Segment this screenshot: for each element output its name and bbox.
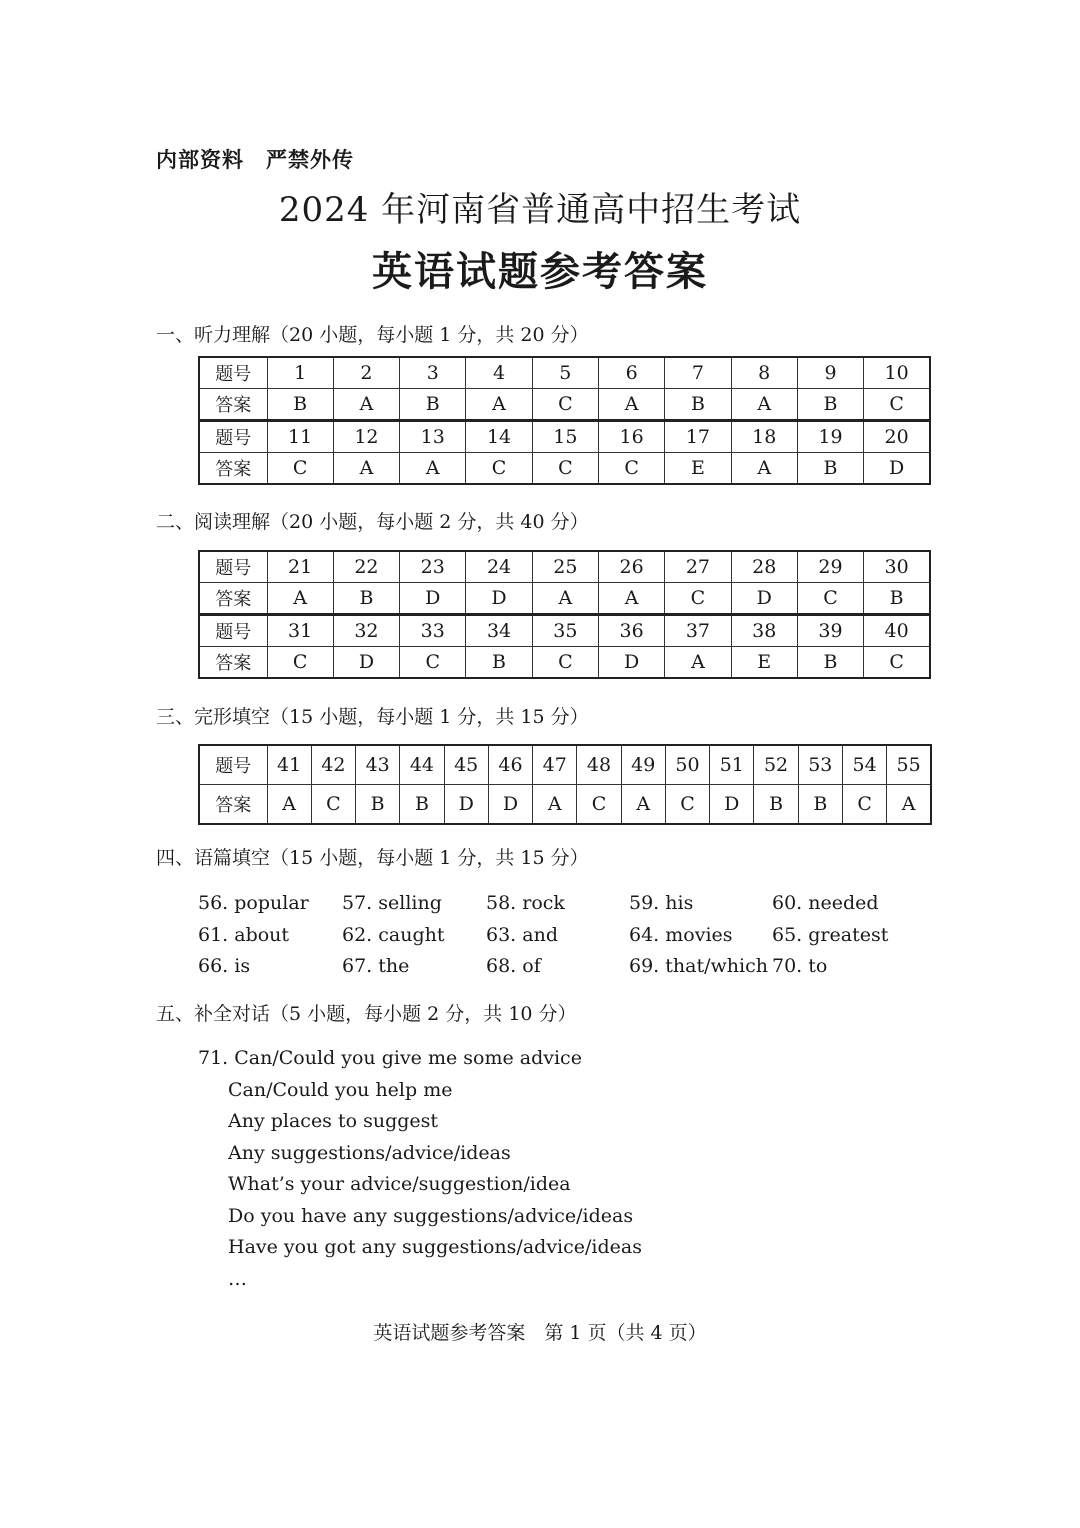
answer-cell: B <box>356 785 400 825</box>
answer-cell: C <box>598 453 664 485</box>
question-number-label: 题号 <box>199 421 267 453</box>
answer-cell: B <box>798 785 842 825</box>
reading-answer-table <box>198 550 931 679</box>
answer-cell: C <box>532 453 598 485</box>
question-number-cell: 21 <box>267 551 333 583</box>
answer-cell: B <box>754 785 798 825</box>
answer-cell: A <box>532 583 598 615</box>
question-number-cell: 1 <box>267 357 333 389</box>
question-number-cell: 52 <box>754 745 798 785</box>
dialogue-alternative-answer: Have you got any suggestions/advice/ideas <box>228 1236 642 1258</box>
question-number-cell: 53 <box>798 745 842 785</box>
question-number-cell: 12 <box>333 421 399 453</box>
answer-row <box>199 647 930 679</box>
answer-cell: A <box>333 389 399 421</box>
answer-cell: C <box>797 583 863 615</box>
question-number-cell: 14 <box>466 421 532 453</box>
fill-blank-answer: 59. his <box>629 892 694 914</box>
fill-blank-answer: 63. and <box>486 923 558 946</box>
question-number-cell: 24 <box>466 551 532 583</box>
answer-cell: A <box>665 647 731 679</box>
question-number-cell: 50 <box>665 745 709 785</box>
question-number-cell: 41 <box>267 745 311 785</box>
listening-answer-table <box>198 356 931 485</box>
fill-blank-answer: 58. rock <box>486 892 565 914</box>
question-number-label: 题号 <box>199 615 267 647</box>
question-number-cell: 42 <box>311 745 355 785</box>
question-number-cell: 25 <box>532 551 598 583</box>
answer-cell: A <box>400 453 466 485</box>
document-subtitle: 英语试题参考答案 <box>372 249 708 295</box>
answer-cell: D <box>488 785 532 825</box>
question-number-cell: 3 <box>400 357 466 389</box>
question-number-cell: 45 <box>444 745 488 785</box>
question-number-row <box>199 551 930 583</box>
question-number-cell: 17 <box>665 421 731 453</box>
answer-cell: D <box>466 583 532 615</box>
answer-label: 答案 <box>199 453 267 485</box>
answer-cell: B <box>400 785 444 825</box>
answer-cell: C <box>532 389 598 421</box>
question-number-label: 题号 <box>199 551 267 583</box>
dialogue-alternative-answer: Any places to suggest <box>228 1110 439 1132</box>
question-number-cell: 6 <box>598 357 664 389</box>
answer-cell: B <box>864 583 930 615</box>
question-number-cell: 47 <box>533 745 577 785</box>
question-number-cell: 16 <box>598 421 664 453</box>
fill-blank-answer: 69. that/which <box>629 955 768 977</box>
page-footer: 英语试题参考答案 第 1 页（共 4 页） <box>373 1322 707 1344</box>
answer-cell: B <box>400 389 466 421</box>
fill-blank-answer: 65. greatest <box>772 923 889 946</box>
answer-cell: B <box>797 389 863 421</box>
dialogue-alternative-answer: … <box>228 1267 247 1290</box>
question-number-cell: 39 <box>797 615 863 647</box>
question-number-row <box>199 745 931 785</box>
answer-cell: A <box>887 785 931 825</box>
answer-cell: A <box>466 389 532 421</box>
fill-blank-answer: 64. movies <box>629 923 733 946</box>
answer-cell: C <box>532 647 598 679</box>
answer-cell: E <box>731 647 797 679</box>
question-number-cell: 27 <box>665 551 731 583</box>
question-number-cell: 23 <box>400 551 466 583</box>
answer-row <box>199 389 930 421</box>
answer-cell: C <box>665 583 731 615</box>
question-number-cell: 51 <box>710 745 754 785</box>
question-number-cell: 38 <box>731 615 797 647</box>
question-number-cell: 31 <box>267 615 333 647</box>
answer-cell: D <box>333 647 399 679</box>
fill-blank-answer: 56. popular <box>198 892 309 914</box>
answer-cell: B <box>797 453 863 485</box>
question-number-cell: 18 <box>731 421 797 453</box>
question-number-cell: 7 <box>665 357 731 389</box>
section-5-heading: 五、补全对话（5 小题，每小题 2 分，共 10 分） <box>156 1003 577 1025</box>
exam-title: 2024 年河南省普通高中招生考试 <box>278 190 802 230</box>
question-number-cell: 26 <box>598 551 664 583</box>
answer-cell: D <box>444 785 488 825</box>
fill-blank-answer: 67. the <box>342 955 410 977</box>
question-number-cell: 37 <box>665 615 731 647</box>
question-number-cell: 30 <box>864 551 930 583</box>
cloze-answer-table <box>198 744 932 825</box>
answer-cell: A <box>598 583 664 615</box>
question-number-cell: 34 <box>466 615 532 647</box>
fill-blank-answer: 60. needed <box>772 892 879 914</box>
answer-cell: A <box>333 453 399 485</box>
question-number-row <box>199 357 930 389</box>
answer-cell: C <box>842 785 886 825</box>
question-number-cell: 33 <box>400 615 466 647</box>
fill-blank-answer: 62. caught <box>342 923 445 946</box>
question-number-cell: 54 <box>842 745 886 785</box>
question-number-cell: 20 <box>864 421 930 453</box>
answer-row <box>199 785 931 825</box>
answer-cell: A <box>267 785 311 825</box>
dialogue-alternative-answer: Do you have any suggestions/advice/ideas <box>228 1204 634 1227</box>
question-number-cell: 4 <box>466 357 532 389</box>
answer-cell: D <box>864 453 930 485</box>
answer-cell: A <box>731 389 797 421</box>
answer-cell: B <box>797 647 863 679</box>
answer-cell: A <box>267 583 333 615</box>
question-number-cell: 10 <box>864 357 930 389</box>
question-number-cell: 46 <box>488 745 532 785</box>
dialogue-question-answer: 71. Can/Could you give me some advice <box>198 1047 582 1069</box>
question-number-cell: 36 <box>598 615 664 647</box>
answer-cell: D <box>710 785 754 825</box>
question-number-row <box>199 615 930 647</box>
question-number-cell: 11 <box>267 421 333 453</box>
question-number-cell: 5 <box>532 357 598 389</box>
confidential-notice: 内部资料 严禁外传 <box>156 148 354 172</box>
question-number-cell: 48 <box>577 745 621 785</box>
answer-cell: C <box>466 453 532 485</box>
question-number-cell: 22 <box>333 551 399 583</box>
answer-cell: C <box>864 389 930 421</box>
answer-cell: A <box>621 785 665 825</box>
section-1-heading: 一、听力理解（20 小题，每小题 1 分，共 20 分） <box>156 324 589 346</box>
answer-cell: D <box>598 647 664 679</box>
answer-row <box>199 453 930 485</box>
question-number-cell: 43 <box>356 745 400 785</box>
question-number-cell: 32 <box>333 615 399 647</box>
question-number-label: 题号 <box>199 745 267 785</box>
question-number-cell: 15 <box>532 421 598 453</box>
answer-row <box>199 583 930 615</box>
answer-label: 答案 <box>199 583 267 615</box>
question-number-cell: 19 <box>797 421 863 453</box>
answer-cell: B <box>665 389 731 421</box>
answer-cell: C <box>864 647 930 679</box>
question-number-cell: 29 <box>797 551 863 583</box>
section-2-heading: 二、阅读理解（20 小题，每小题 2 分，共 40 分） <box>156 511 589 533</box>
answer-cell: C <box>577 785 621 825</box>
answer-cell: D <box>400 583 466 615</box>
answer-cell: A <box>533 785 577 825</box>
answer-cell: C <box>267 453 333 485</box>
dialogue-alternative-answer: What’s your advice/suggestion/idea <box>228 1173 571 1195</box>
question-number-cell: 55 <box>887 745 931 785</box>
answer-label: 答案 <box>199 389 267 421</box>
answer-cell: B <box>267 389 333 421</box>
question-number-cell: 9 <box>797 357 863 389</box>
answer-label: 答案 <box>199 785 267 825</box>
dialogue-alternative-answer: Can/Could you help me <box>228 1078 453 1101</box>
question-number-cell: 40 <box>864 615 930 647</box>
question-number-cell: 49 <box>621 745 665 785</box>
question-number-cell: 44 <box>400 745 444 785</box>
answer-cell: A <box>598 389 664 421</box>
question-number-label: 题号 <box>199 357 267 389</box>
fill-blank-answer: 68. of <box>486 955 541 977</box>
question-number-cell: 2 <box>333 357 399 389</box>
section-4-heading: 四、语篇填空（15 小题，每小题 1 分，共 15 分） <box>156 847 589 869</box>
answer-cell: C <box>311 785 355 825</box>
answer-label: 答案 <box>199 647 267 679</box>
question-number-cell: 28 <box>731 551 797 583</box>
answer-cell: B <box>466 647 532 679</box>
answer-cell: B <box>333 583 399 615</box>
question-number-cell: 13 <box>400 421 466 453</box>
answer-cell: E <box>665 453 731 485</box>
dialogue-alternative-answer: Any suggestions/advice/ideas <box>228 1141 511 1164</box>
question-number-row <box>199 421 930 453</box>
answer-cell: C <box>665 785 709 825</box>
section-3-heading: 三、完形填空（15 小题，每小题 1 分，共 15 分） <box>156 706 589 728</box>
question-number-cell: 8 <box>731 357 797 389</box>
fill-blank-answer: 61. about <box>198 923 290 946</box>
question-number-cell: 35 <box>532 615 598 647</box>
fill-blank-answer: 66. is <box>198 955 251 977</box>
fill-blank-answer: 57. selling <box>342 892 442 914</box>
answer-cell: C <box>267 647 333 679</box>
fill-blank-answer: 70. to <box>772 955 828 977</box>
answer-cell: C <box>400 647 466 679</box>
answer-cell: A <box>731 453 797 485</box>
answer-cell: D <box>731 583 797 615</box>
